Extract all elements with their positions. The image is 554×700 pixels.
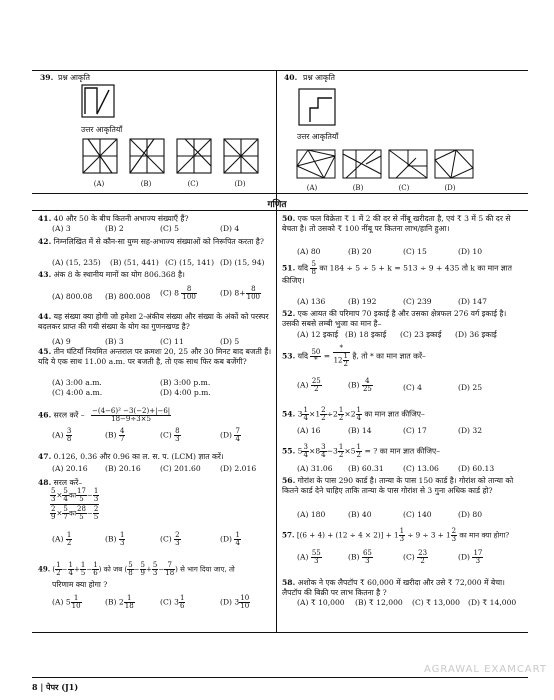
top-rule: [32, 70, 528, 71]
watermark: AGRAWAL EXAMCART: [424, 664, 547, 675]
q53-option-a[interactable]: (A) $\frac{25}{2}$: [297, 377, 321, 393]
q40-title: प्रश्न आकृति: [303, 73, 335, 82]
q47-text: 47. 0.126, 0.36 और 0.96 का ल. स. प. (LCM) ज्ञात करें।: [38, 452, 224, 461]
q46-expression: $\frac{\text{−(4−6)² −3(−2)+|−6|}}{18-9\div 3\times 5}$: [92, 407, 171, 423]
page-footer: 8 | पेपर (J1): [32, 682, 79, 692]
q47-option-d[interactable]: (D) 2.016: [220, 464, 257, 473]
q49-option-b[interactable]: (B) 2 $\frac{1}{18}$: [105, 594, 134, 610]
q48-option-a[interactable]: (A) $\frac{1}{2}$: [52, 531, 72, 547]
q52-option-c[interactable]: (C) 23 इकाई: [400, 330, 442, 339]
q50-text: 50. एक फल विक्रेता ₹ 1 में 2 की दर से नींबू खरीदता है, एवं ₹ 3 में 5 की दर से बेचता है। तो उसको ₹ 100 नींबू पर कितना लाभ/हानि हुआ।: [282, 214, 511, 233]
q57-option-c[interactable]: (C) $\frac{23}{2}$: [403, 549, 428, 565]
q55-option-c[interactable]: (C) 13.06: [403, 464, 439, 473]
q49-option-c[interactable]: (C) 3 $\frac{1}{6}$: [160, 594, 185, 610]
q53-option-b[interactable]: (B) $\frac{4}{25}$: [348, 377, 372, 393]
q42-text: 42. निम्नलिखित में से कौन-सा युग्म सह-अभाज्य संख्याओं को निरूपित करता है?: [38, 237, 264, 246]
q40-option-a[interactable]: (A): [306, 184, 318, 192]
q50-option-a[interactable]: (A) 80: [297, 247, 321, 256]
q39-option-b[interactable]: (B): [140, 180, 152, 188]
q49-line2: परिणाम क्या होगा ?: [52, 580, 108, 589]
q50-option-d[interactable]: (D) 10: [458, 247, 483, 256]
q56-option-b[interactable]: (B) 40: [348, 510, 372, 519]
q58-option-d[interactable]: (D) ₹ 14,000: [468, 598, 517, 607]
q51-text: 51. यदि $\frac{5}{8}$ का 184 ÷ 5 ÷ 5 + k = 513 ÷ 9 + 435 तो k का मान ज्ञात कीजिए।: [282, 260, 512, 285]
q56-option-d[interactable]: (D) 80: [458, 510, 483, 519]
q49-option-a[interactable]: (A) 5 $\frac{1}{10}$: [52, 594, 81, 610]
q58-option-a[interactable]: (A) ₹ 10,000: [297, 598, 345, 607]
q46-option-d[interactable]: (D) $\frac{7}{4}$: [220, 427, 240, 443]
q45-option-b[interactable]: (B) 3:00 p.m.: [160, 378, 211, 387]
q57-option-b[interactable]: (B) $\frac{65}{3}$: [348, 549, 372, 565]
column-divider: [276, 70, 277, 632]
q41-option-a[interactable]: (A) 3: [52, 224, 71, 233]
q43-option-c[interactable]: (C) 8 $\frac{8}{100}$: [160, 285, 196, 301]
q55-text: 55. 5 $\frac{3}{4}$ ×8 $\frac{3}{4}$ −3 $\frac{1}{2}$ ×5 $\frac{1}{2}$ = ? का मान ज्ञात कीजिए–: [282, 443, 441, 459]
q40-option-b[interactable]: (B): [352, 184, 364, 192]
q40-number: 40.: [284, 73, 298, 82]
q44-option-c[interactable]: (C) 11: [160, 337, 184, 346]
q39-number: 39.: [40, 73, 54, 82]
q52-option-d[interactable]: (D) 36 इकाई: [455, 330, 497, 339]
q49-text: 49. ( $\frac{1}{2}$ − $\frac{1}{4}$ + $\frac{1}{5}$ − $\frac{1}{6}$ ) को जब ( $\frac{5}{8}$ − $\frac{5}{9}$ + $\frac{5}{3}$ − $\frac{7}{18}$ ) से भाग दिया जाए, तो: [38, 561, 235, 577]
q54-option-d[interactable]: (D) 32: [458, 426, 483, 435]
q47-option-c[interactable]: (C) 201.60: [160, 464, 201, 473]
q56-option-c[interactable]: (C) 140: [403, 510, 432, 519]
q52-option-b[interactable]: (B) 18 इकाई: [345, 330, 387, 339]
q43-text: 43. अंक 8 के स्थानीय मानों का योग 806.368 है।: [38, 270, 185, 279]
q51-option-d[interactable]: (D) 147: [458, 297, 487, 306]
q39-option-a[interactable]: (A): [93, 180, 105, 188]
q41-text: 41. 40 और 50 के बीच कितनी अभाज्य संख्याएँ हैं?: [38, 214, 189, 223]
q58-option-c[interactable]: (C) ₹ 13,000: [412, 598, 460, 607]
q50-option-c[interactable]: (C) 15: [403, 247, 427, 256]
q57-option-a[interactable]: (A) $\frac{55}{3}$: [297, 549, 321, 565]
q39-answer-figures: [82, 138, 262, 176]
q40-option-d[interactable]: (D): [444, 184, 456, 192]
q52-text: 52. एक आयत की परिमाप 70 इकाई है और उसका क्षेत्रफल 276 वर्ग इकाई है। उसकी सबसे लम्बी भुजा का मान है–: [282, 309, 507, 328]
section-rule-top: [32, 193, 528, 194]
footer-rule: [32, 677, 528, 678]
q54-option-b[interactable]: (B) 14: [348, 426, 372, 435]
section-title: गणित: [267, 200, 287, 210]
q40-answer-title: उत्तर आकृतियाँ: [297, 132, 339, 141]
q39-question-figure: [81, 84, 115, 118]
q53-option-c[interactable]: (C) 4: [403, 383, 422, 392]
q40-question-figure: [298, 88, 336, 126]
q46-option-c[interactable]: (C) $\frac{8}{3}$: [160, 427, 180, 443]
q42-option-b[interactable]: (B) (51, 441): [110, 258, 159, 267]
bottom-rule: [32, 632, 528, 633]
q45-option-a[interactable]: (A) 3:00 a.m.: [52, 378, 102, 387]
q39-answer-title: उत्तर आकृतियाँ: [81, 125, 123, 134]
q45-option-c[interactable]: (C) 4:00 a.m.: [52, 388, 103, 397]
q56-option-a[interactable]: (A) 180: [297, 510, 326, 519]
q57-option-d[interactable]: (D) $\frac{17}{3}$: [458, 549, 483, 565]
q48-option-b[interactable]: (B) $\frac{1}{3}$: [105, 531, 125, 547]
q58-text: 58. अशोक ने एक लैपटॉप ₹ 60,000 में खरीदा और उसे ₹ 72,000 में बेचा। लैपटॉप की बिक्री पर लाभ कितना है ?: [282, 578, 505, 597]
q51-option-a[interactable]: (A) 136: [297, 297, 326, 306]
q47-option-a[interactable]: (A) 20.16: [52, 464, 88, 473]
q47-option-b[interactable]: (B) 20.16: [105, 464, 141, 473]
q41-option-c[interactable]: (C) 5: [160, 224, 179, 233]
q48-text: 48. सरल करें–: [38, 478, 83, 487]
q46-text: 46. सरल करें – $\frac{\text{−(4−6)² −3(−2)+|−6|}}{18-9\div 3\times 5}$: [38, 407, 171, 423]
q40-option-c[interactable]: (C): [398, 184, 410, 192]
q57-text: 57. [(6 + 4) + (12 ÷ 4 × 2)] + 1 $\frac{1}{3}$ ÷ 9 ÷ 3 + 1 $\frac{2}{3}$ का मान क्या होगा?: [282, 527, 510, 543]
q51-option-b[interactable]: (B) 192: [348, 297, 377, 306]
q43-option-d[interactable]: (D) 8+ $\frac{8}{100}$: [220, 285, 260, 301]
q46-option-a[interactable]: (A) $\frac{3}{8}$: [52, 427, 72, 443]
q39-option-c[interactable]: (C): [187, 180, 199, 188]
q40-answer-figures: [296, 146, 476, 182]
q55-option-d[interactable]: (D) 60.13: [458, 464, 495, 473]
q53-text: 53. यदि $\frac{50}{*}$ = * 12 $\frac{1}{2}$ है, तो * का मान ज्ञात करें–: [282, 344, 426, 368]
q42-option-d[interactable]: (D) (15, 94): [220, 258, 265, 267]
section-rule-bottom: [32, 210, 528, 211]
q54-option-a[interactable]: (A) 16: [297, 426, 321, 435]
q42-option-c[interactable]: (C) (15, 141): [165, 258, 215, 267]
q56-text: 56. गोरांश के पास 290 कार्ड है। तान्या के पास 150 कार्ड है। गोरांश को तान्या को कितने कार्ड देने चाहिए ताकि तान्या के पास गोरांश से 3 गुना अधिक कार्ड हो?: [282, 476, 514, 495]
q51-option-c[interactable]: (C) 239: [403, 297, 432, 306]
q46-option-b[interactable]: (B) $\frac{4}{7}$: [105, 427, 125, 443]
q43-option-a[interactable]: (A) 800.08: [52, 292, 93, 301]
q54-option-c[interactable]: (C) 17: [403, 426, 427, 435]
q42-option-a[interactable]: (A) (15, 235): [52, 258, 101, 267]
q58-option-b[interactable]: (B) ₹ 12,000: [355, 598, 403, 607]
q43-option-b[interactable]: (B) 800.008: [105, 292, 151, 301]
q55-option-b[interactable]: (B) 60.31: [348, 464, 384, 473]
q41-option-b[interactable]: (B) 2: [105, 224, 124, 233]
q52-option-a[interactable]: (A) 12 इकाई: [297, 330, 339, 339]
q50-option-b[interactable]: (B) 20: [348, 247, 372, 256]
q39-title: प्रश्न आकृति: [58, 73, 90, 82]
q41-option-d[interactable]: (D) 4: [220, 224, 240, 233]
q39-option-d[interactable]: (D): [234, 180, 246, 188]
q45-option-d[interactable]: (D) 4:00 p.m.: [160, 388, 211, 397]
q49-option-d[interactable]: (D) 3 $\frac{10}{10}$: [220, 594, 250, 610]
q44-text: 44. यह संख्या क्या होगी जो हमेशा 2-अंकीय संख्या और संख्या के अंकों को परस्पर बदलकर प्राप्त की गयी संख्या के योग का गुणनखण्ड है?: [38, 312, 269, 331]
q48-expression: $\frac{5}{3}$ × $\frac{5}{4}$ का $\frac{17}{5}$ − $\frac{1}{3}$ $\frac{2}{9}$ × $\frac{5}{7}$ का $\frac{28}{5}$ − $\frac{2}{5}$: [51, 487, 99, 521]
q45-text: 45. तीन घंटियाँ नियमित अन्तराल पर क्रमशः 20, 25 और 30 मिनट बाद बजती हैं। यदि ये एक साथ 11.00 a.m. पर बजती है, तो एक साथ फिर कब बजेंगी?: [38, 347, 272, 366]
q48-option-d[interactable]: (D) $\frac{1}{4}$: [220, 531, 240, 547]
q54-text: 54. 3 $\frac{1}{4}$ ×1 $\frac{2}{2}$ ÷2 $\frac{1}{2}$ ×2 $\frac{1}{4}$ का मान ज्ञात कीजिए–: [282, 406, 425, 422]
q53-option-d[interactable]: (D) 25: [458, 383, 483, 392]
q48-option-c[interactable]: (C) $\frac{2}{3}$: [160, 531, 180, 547]
q44-option-a[interactable]: (A) 9: [52, 337, 71, 346]
q44-option-b[interactable]: (B) 3: [105, 337, 124, 346]
q44-option-d[interactable]: (D) 5: [220, 337, 240, 346]
q55-option-a[interactable]: (A) 31.06: [297, 464, 333, 473]
